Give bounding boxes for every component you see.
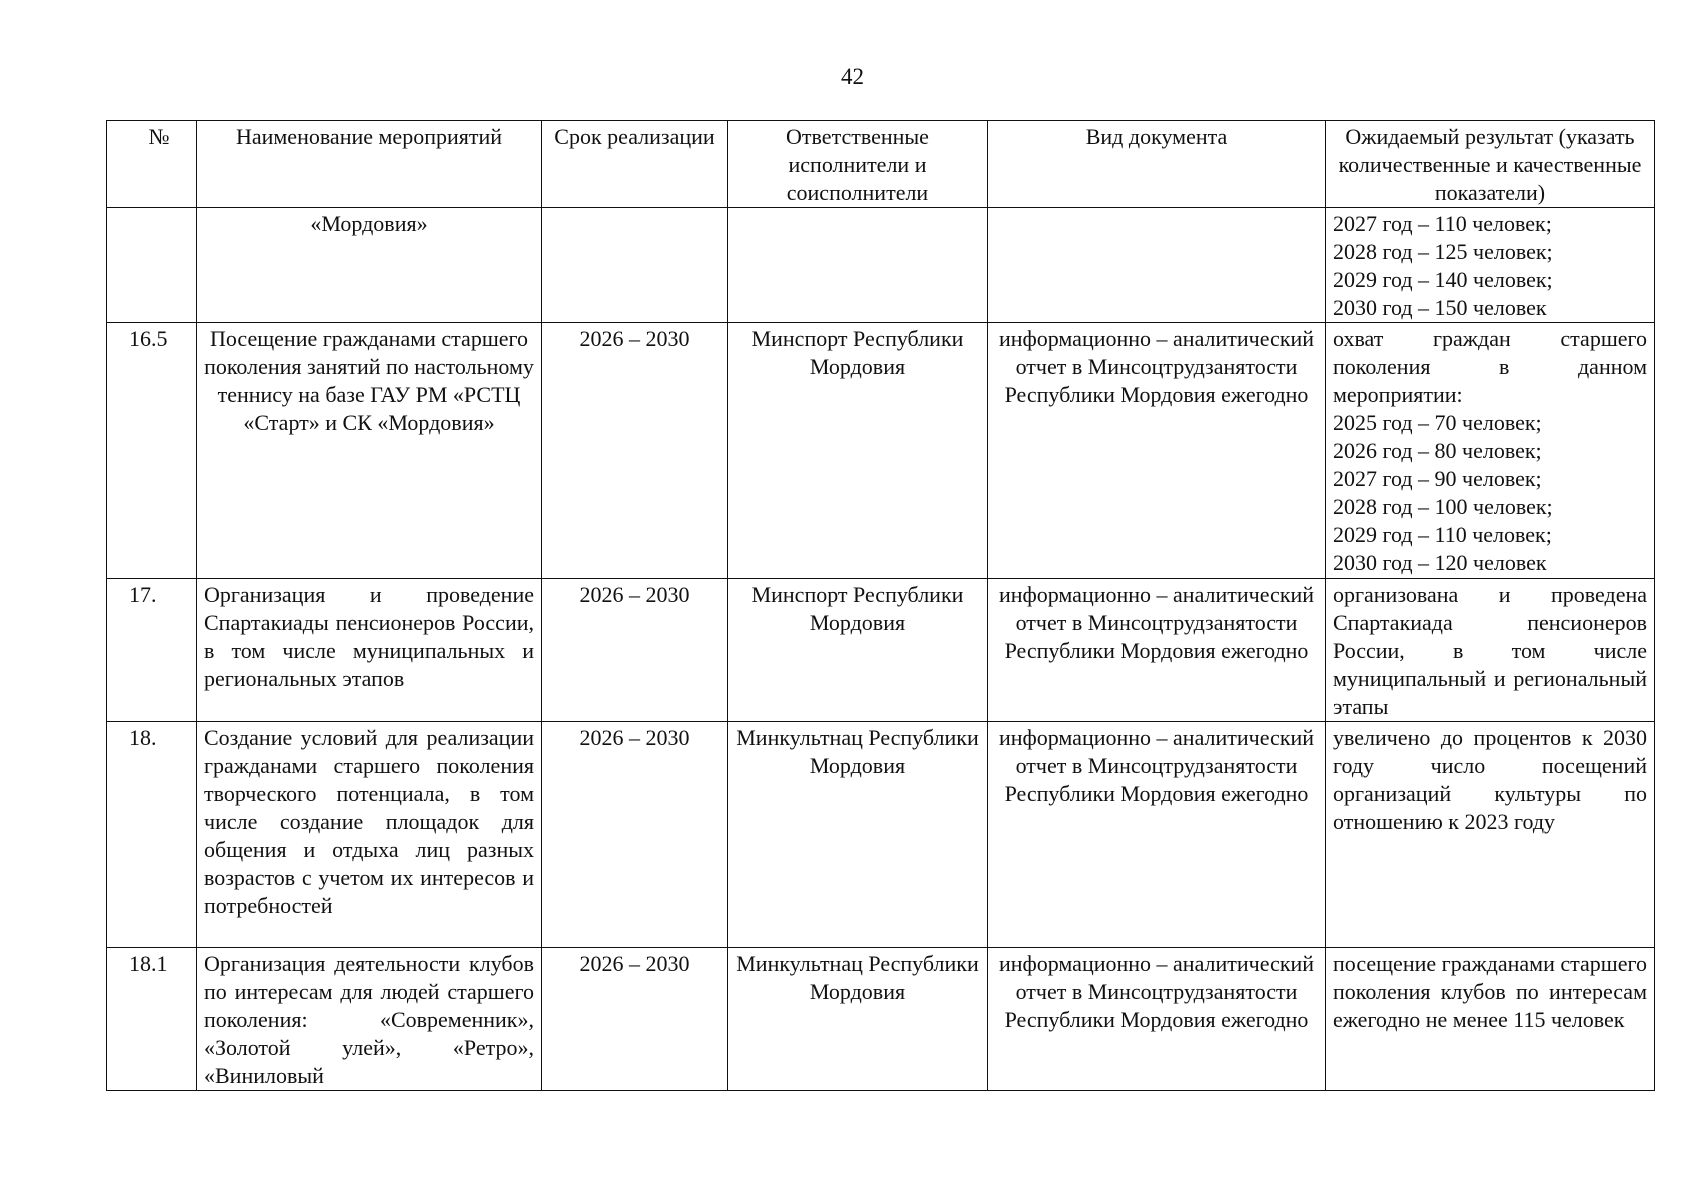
row-doc-type: информационно – аналитический отчет в Минсоцтрудзанятости Республики Мордовия ежегодно: [988, 722, 1326, 948]
row-responsible: Минкультнац Республики Мордовия: [728, 948, 988, 1091]
row-number: 18.: [107, 722, 197, 948]
header-period: Срок реализации: [542, 121, 728, 208]
header-row: [107, 121, 1655, 208]
row-period: 2026 – 2030: [542, 323, 728, 579]
row-responsible: Минспорт Республики Мордовия: [728, 579, 988, 722]
table-row: [107, 948, 1655, 1091]
row-doc-type: информационно – аналитический отчет в Минсоцтрудзанятости Республики Мордовия ежегодно: [988, 948, 1326, 1091]
row-doc-type: [988, 208, 1326, 323]
row-result: [1326, 208, 1655, 323]
row-number: 16.5: [107, 323, 197, 579]
row-result: организована и проведена Спартакиада пенсионеров России, в том числе муниципальный и региональный этапы: [1326, 579, 1655, 722]
result-line: 2030 год – 150 человек: [1333, 295, 1547, 320]
header-number: №: [107, 121, 197, 208]
result-text: охват граждан старшего поколения в данном мероприятии:: [1333, 326, 1647, 407]
page-number: 42: [841, 64, 864, 89]
row-name: Организация деятельности клубов по интересам для людей старшего поколения: «Современник», «Золотой улей», «Ретро», «Виниловый: [197, 948, 542, 1091]
table-row: [107, 323, 1655, 579]
row-name: Организация и проведение Спартакиады пенсионеров России, в том числе муниципальных и региональных этапов: [197, 579, 542, 722]
row-period: [542, 208, 728, 323]
header-name: Наименование мероприятий: [197, 121, 542, 208]
row-responsible: Минкультнац Республики Мордовия: [728, 722, 988, 948]
table-row: [107, 579, 1655, 722]
header-responsible: Ответственные исполнители и соисполнители: [728, 121, 988, 208]
activities-table: [106, 120, 1655, 1091]
header-doc-type: Вид документа: [988, 121, 1326, 208]
row-number: 17.: [107, 579, 197, 722]
row-period: 2026 – 2030: [542, 579, 728, 722]
result-line: 2025 год – 70 человек;: [1333, 410, 1542, 435]
result-line: 2027 год – 110 человек;: [1333, 211, 1552, 236]
result-line: 2028 год – 100 человек;: [1333, 494, 1553, 519]
header-result: Ожидаемый результат (указать количественные и качественные показатели): [1326, 121, 1655, 208]
row-number: 18.1: [107, 948, 197, 1091]
result-line: 2029 год – 110 человек;: [1333, 522, 1552, 547]
row-number: [107, 208, 197, 323]
row-name: Посещение гражданами старшего поколения занятий по настольному теннису на базе ГАУ РМ «РСТЦ «Старт» и СК «Мордовия»: [197, 323, 542, 579]
row-result: [1326, 323, 1655, 579]
result-line: 2026 год – 80 человек;: [1333, 438, 1542, 463]
row-period: 2026 – 2030: [542, 948, 728, 1091]
result-line: 2027 год – 90 человек;: [1333, 466, 1542, 491]
result-line: 2028 год – 125 человек;: [1333, 239, 1553, 264]
row-name: Создание условий для реализации гражданами старшего поколения творческого потенциала, в том числе создание площадок для общения и отдыха лиц разных возрастов с учетом их интересов и потребностей: [197, 722, 542, 948]
row-name: «Мордовия»: [197, 208, 542, 323]
result-line: 2030 год – 120 человек: [1333, 550, 1547, 575]
result-line: 2029 год – 140 человек;: [1333, 267, 1553, 292]
row-period: 2026 – 2030: [542, 722, 728, 948]
row-doc-type: информационно – аналитический отчет в Минсоцтрудзанятости Республики Мордовия ежегодно: [988, 323, 1326, 579]
row-result: посещение гражданами старшего поколения клубов по интересам ежегодно не менее 115 человек: [1326, 948, 1655, 1091]
row-doc-type: информационно – аналитический отчет в Минсоцтрудзанятости Республики Мордовия ежегодно: [988, 579, 1326, 722]
row-responsible: [728, 208, 988, 323]
table-row: [107, 722, 1655, 948]
row-responsible: Минспорт Республики Мордовия: [728, 323, 988, 579]
row-result: увеличено до процентов к 2030 году число посещений организаций культуры по отношению к 2023 году: [1326, 722, 1655, 948]
table-row: [107, 208, 1655, 323]
